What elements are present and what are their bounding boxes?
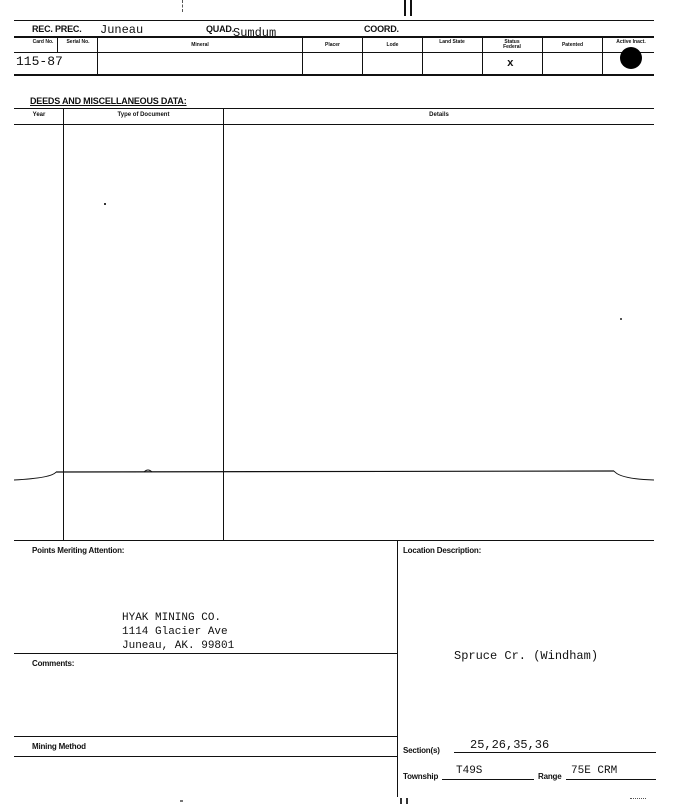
address-line-2: 1114 Glacier Ave xyxy=(122,626,228,638)
mineral-header: Mineral xyxy=(191,42,209,48)
mining-method-bottom-rule xyxy=(14,756,397,757)
address-line-3: Juneau, AK. 99801 xyxy=(122,640,235,652)
active-header: Active Inact. xyxy=(616,39,646,45)
range-underline xyxy=(566,779,656,780)
active-filled-dot xyxy=(620,47,642,69)
table-top-rule xyxy=(14,36,654,38)
rec-prec-label: REC. PREC. xyxy=(32,24,82,34)
sections-label: Section(s) xyxy=(403,746,440,755)
sections-value: 25,26,35,36 xyxy=(470,738,550,752)
lower-center-divider xyxy=(397,541,398,797)
comments-top-rule xyxy=(14,653,397,654)
township-label: Township xyxy=(403,772,439,781)
scan-speck xyxy=(406,798,408,804)
col-divider-serial xyxy=(57,37,58,52)
col-divider-status xyxy=(482,37,483,74)
col-divider-land xyxy=(422,37,423,74)
table-header-rule xyxy=(14,52,654,53)
deeds-bottom-rule xyxy=(14,540,654,541)
comments-label: Comments: xyxy=(32,659,75,668)
township-underline xyxy=(442,779,534,780)
top-tick-mark xyxy=(182,0,183,12)
deeds-year-header: Year xyxy=(32,112,46,118)
address-line-1: HYAK MINING CO. xyxy=(122,612,222,624)
scan-speck xyxy=(400,798,402,804)
rec-prec-value: Juneau xyxy=(100,23,144,37)
header-top-rule xyxy=(14,20,654,21)
quad-value: Sumdum xyxy=(233,26,277,40)
deeds-title: DEEDS AND MISCELLANEOUS DATA: xyxy=(30,96,187,106)
deeds-type-header: Type of Document xyxy=(117,112,170,118)
land-state-header: Land State xyxy=(439,39,465,45)
scan-speck xyxy=(630,798,646,800)
stray-dot xyxy=(104,203,106,205)
card-no-value: 115-87 xyxy=(16,54,63,69)
table-bottom-rule xyxy=(14,74,654,76)
coord-label: COORD. xyxy=(364,24,399,34)
stray-dot xyxy=(620,318,622,320)
status-federal-mark: x xyxy=(507,58,514,70)
range-value: 75E CRM xyxy=(571,765,618,777)
lode-header: Lode xyxy=(386,42,399,48)
township-value: T49S xyxy=(456,765,483,777)
scan-speck xyxy=(180,800,183,802)
sections-underline xyxy=(454,752,656,753)
card-no-header: Card No. xyxy=(32,39,54,45)
points-meriting-attention-label: Points Meriting Attention: xyxy=(32,546,125,555)
deeds-header-rule xyxy=(14,124,654,125)
serial-no-header: Serial No. xyxy=(66,39,90,45)
patented-header: Patented xyxy=(561,42,584,48)
placer-header: Placer xyxy=(324,42,340,48)
location-description-label: Location Description: xyxy=(403,546,482,555)
quad-label: QUAD. xyxy=(206,24,234,34)
mining-method-top-rule xyxy=(14,736,397,737)
page-fold-line xyxy=(0,464,678,488)
top-binding-mark xyxy=(404,0,412,16)
status-federal-header: Status Federal xyxy=(503,39,521,50)
mining-method-label: Mining Method xyxy=(32,742,86,751)
deeds-details-header: Details xyxy=(429,112,449,118)
location-description-value: Spruce Cr. (Windham) xyxy=(454,649,599,663)
range-label: Range xyxy=(538,772,562,781)
deeds-top-rule xyxy=(14,108,654,109)
col-divider-active xyxy=(602,37,603,74)
